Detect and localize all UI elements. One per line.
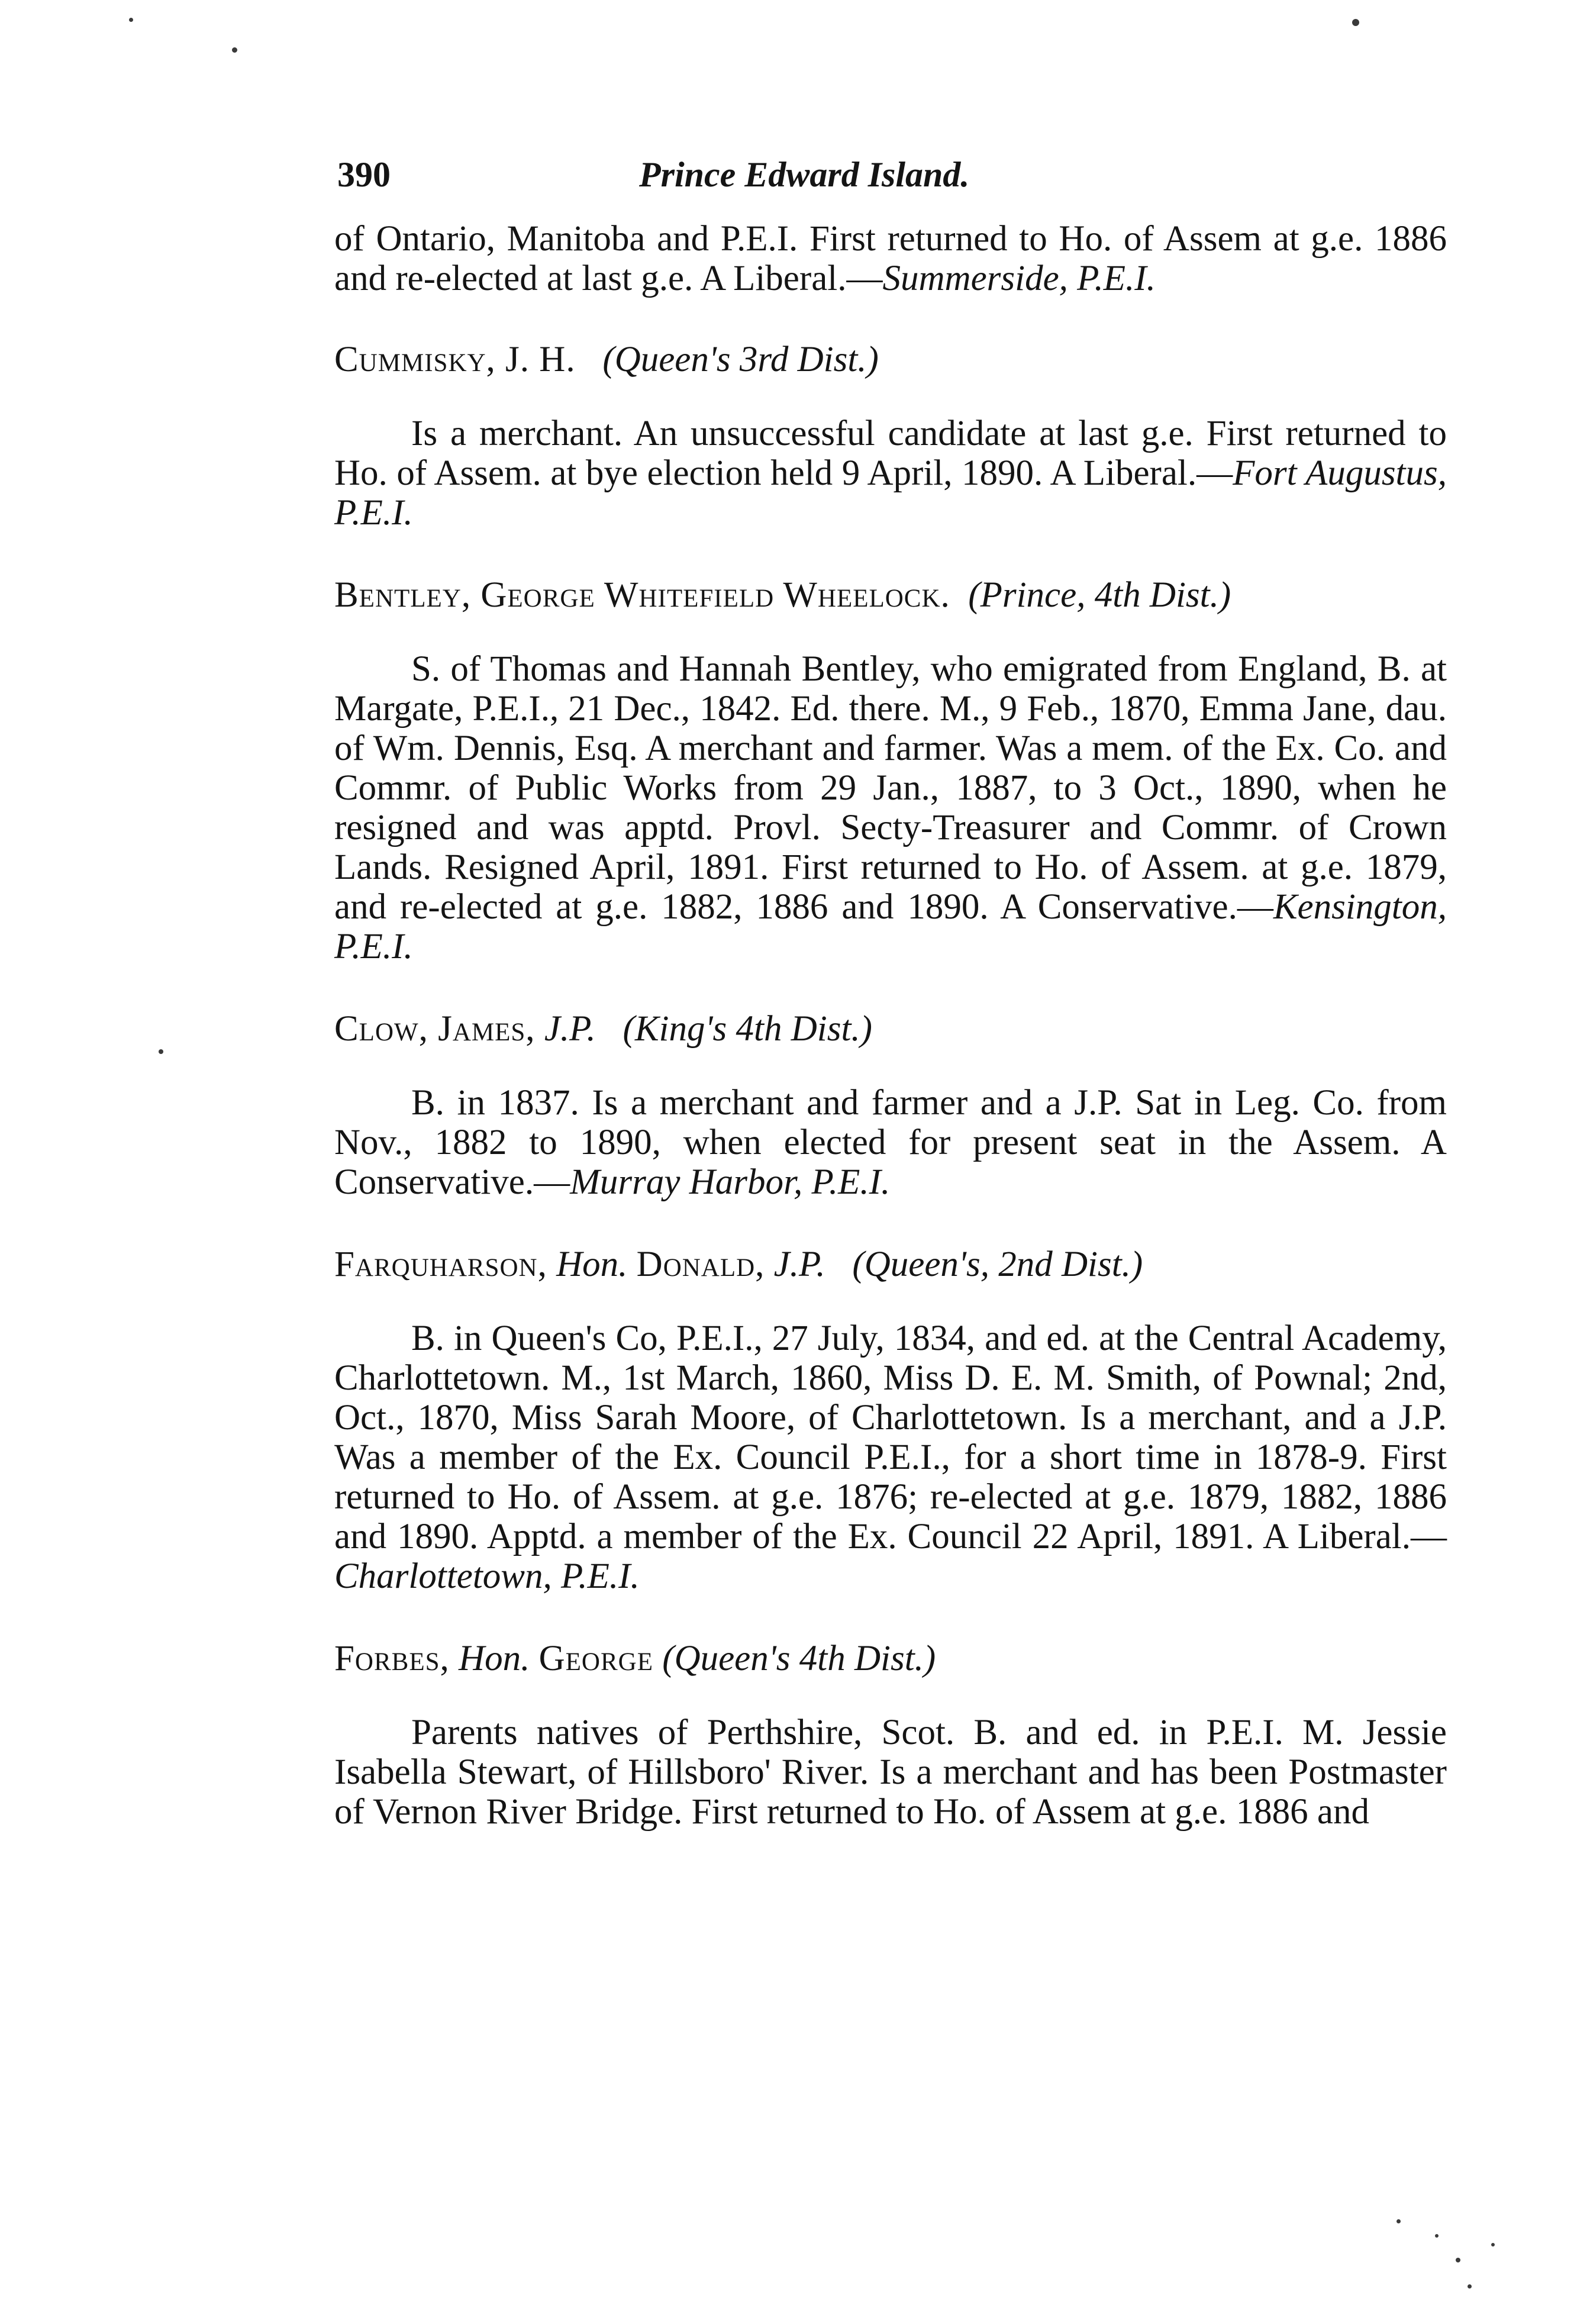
entry-given-name: George [538,1639,653,1678]
continued-entry-text [334,219,1447,298]
entry-body [334,1713,1447,1832]
scan-speck [1468,2284,1472,2288]
entry-heading [334,340,1447,379]
entry-heading [334,1639,1447,1678]
biography-entry [334,1245,1447,1596]
entry-body [334,414,1447,533]
entry-body [334,1319,1447,1596]
biography-entry [334,575,1447,966]
page-number: 390 [337,155,391,194]
scan-speck [1397,2219,1401,2223]
entry-title: Hon. [459,1639,530,1678]
entry-residence: Kensington, P.E.I. [334,887,1447,966]
continued-entry-body: of Ontario, Manitoba and P.E.I. First returned to Ho. of Assem at g.e. 1886 and re-elected at last g.e. A Liberal.— [334,219,1447,298]
entry-district: (Prince, 4th Dist.) [968,575,1231,615]
biography-entry [334,1009,1447,1202]
scan-speck [232,47,237,53]
entry-body [334,1083,1447,1202]
entry-body [334,649,1447,966]
entry-district: (Queen's 3rd Dist.) [602,340,879,379]
continued-entry-residence: Summerside, P.E.I. [882,259,1156,298]
biography-entry [334,1639,1447,1832]
entry-heading [334,575,1447,615]
scan-speck [1352,19,1359,26]
entry-name: Clow, James, [334,1009,536,1049]
biography-entry [334,340,1447,533]
entry-district: (Queen's, 2nd Dist.) [852,1245,1143,1284]
entry-honorific: J.P. [544,1009,596,1049]
entry-body-text: B. in 1837. Is a merchant and farmer and a J.P. Sat in Leg. Co. from Nov., 1882 to 1890, when elected for present seat in the Assem. A Conservative.— [334,1083,1447,1202]
scan-speck [1456,2258,1460,2262]
entry-body-text: B. in Queen's Co, P.E.I., 27 July, 1834, and ed. at the Central Academy, Charlottetown. M., 1st March, 1860, Miss D. E. M. Smith, of Pownal; 2nd, Oct., 1870, Miss Sarah Moore, of Charlottetown. Is a merchant, and a J.P. Was a member of the Ex. Council P.E.I., for a short time in 1878-9. First returned to Ho. of Assem. at g.e. 1876; re-elected at g.e. 1879, 1882, 1886 and 1890. Apptd. a member of the Ex. Council 22 April, 1891. A Liberal.— [334,1319,1447,1556]
entry-residence: Charlottetown, P.E.I. [334,1556,640,1596]
entry-name: Cummisky, J. H. [334,340,576,379]
entry-name: Bentley, George Whitefield Wheelock. [334,575,950,615]
entry-body-text: Is a merchant. An unsuccessful candidate at last g.e. First returned to Ho. of Assem. at bye election held 9 April, 1890. A Liberal.— [334,414,1447,493]
entry-district: (Queen's 4th Dist.) [662,1639,936,1678]
scan-speck [159,1049,163,1054]
entry-name: Forbes, [334,1639,450,1678]
entry-name: Farquharson, [334,1245,547,1284]
scan-speck [129,18,133,22]
entry-given-name: Donald, [636,1245,765,1284]
scan-speck [1435,2234,1439,2238]
entry-body-text: Parents natives of Perthshire, Scot. B. and ed. in P.E.I. M. Jessie Isabella Stewart, of Hillsboro' River. Is a merchant and has been Postmaster of Vernon River Bridge. First returned to Ho. of Assem at g.e. 1886 and [334,1713,1447,1832]
entry-heading [334,1245,1447,1284]
scan-speck [1491,2243,1495,2246]
entry-honorific: J.P. [773,1245,825,1284]
page-content [334,219,1447,1874]
running-title: Prince Edward Island. [639,155,970,194]
page-header [337,148,1462,201]
entry-body-text: S. of Thomas and Hannah Bentley, who emigrated from England, B. at Margate, P.E.I., 21 Dec., 1842. Ed. there. M., 9 Feb., 1870, Emma Jane, dau. of Wm. Dennis, Esq. A merchant and farmer. Was a mem. of the Ex. Co. and Commr. of Public Works from 29 Jan., 1887, to 3 Oct., 1890, when he resigned and was apptd. Provl. Secty-Treasurer and Commr. of Crown Lands. Resigned April, 1891. First returned to Ho. of Assem. at g.e. 1879, and re-elected at g.e. 1882, 1886 and 1890. A Conservative.— [334,649,1447,927]
entry-residence: Murray Harbor, P.E.I. [570,1162,891,1202]
entry-heading [334,1009,1447,1049]
entry-district: (King's 4th Dist.) [623,1009,872,1049]
entry-residence: Fort Augustus, P.E.I. [334,453,1447,533]
entry-title: Hon. [556,1245,628,1284]
